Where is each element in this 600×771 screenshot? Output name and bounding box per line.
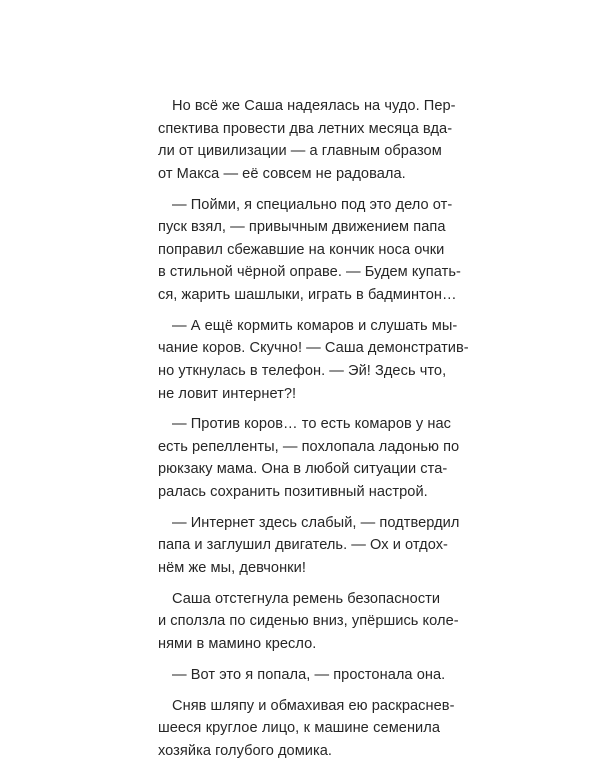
text-line: в стильной чёрной оправе. — Будем купать- (158, 264, 461, 281)
text-line: есть репелленты, — похлопала ладонью по (158, 438, 460, 455)
text-line: Но всё же Саша надеялась на чудо. Пер- (172, 98, 456, 114)
text-line: спектива провести два летних месяца вда- (158, 120, 453, 137)
text-line: чание коров. Скучно! — Саша демонстратив- (158, 340, 469, 357)
text-line: нями в мамино кресло. (158, 636, 317, 652)
text-line: ралась сохранить позитивный настрой. (158, 484, 428, 501)
text-line: Сняв шляпу и обмахивая ею раскраснев- (172, 697, 455, 714)
text-line: — А ещё кормить комаров и слушать мы- (172, 317, 458, 334)
text-line: не ловит интернет?! (158, 385, 297, 402)
text-line: шееся круглое лицо, к машине семенила (158, 720, 440, 737)
body-text (158, 95, 469, 771)
text-line: ли от цивилизации — а главным образом (158, 143, 442, 160)
text-line: и сползла по сиденью вниз, упёршись коле- (158, 613, 459, 630)
paragraph (158, 695, 455, 763)
text-line: — Пойми, я специально под это дело от- (172, 196, 453, 213)
text-line: — Вот это я попала, — простонала она. (172, 666, 446, 683)
paragraph (158, 194, 461, 307)
text-line: от Макса — её совсем не радовала. (158, 165, 406, 182)
paragraph (158, 664, 446, 687)
paragraph (158, 315, 469, 405)
text-line: поправил сбежавшие на кончик носа очки (158, 241, 445, 258)
text-line: — Против коров… то есть комаров у нас (172, 416, 451, 433)
text-line: пуск взял, — привычным движением папа (158, 219, 446, 236)
paragraph (158, 413, 460, 503)
text-line: ся, жарить шашлыки, играть в бадминтон… (158, 286, 457, 303)
text-line: папа и заглушил двигатель. — Ох и отдох- (158, 537, 448, 554)
paragraph (158, 588, 459, 656)
text-line: нём же мы, девчонки! (158, 560, 306, 577)
paragraph (158, 512, 460, 580)
text-line: рюкзаку мама. Она в любой ситуации ста- (158, 461, 448, 478)
paragraph (158, 95, 456, 185)
text-line: хозяйка голубого домика. (158, 742, 333, 759)
text-line: Саша отстегнула ремень безопасности (172, 590, 441, 607)
text-line: — Интернет здесь слабый, — подтвердил (172, 514, 460, 531)
text-line: но уткнулась в телефон. — Эй! Здесь что, (158, 362, 447, 379)
